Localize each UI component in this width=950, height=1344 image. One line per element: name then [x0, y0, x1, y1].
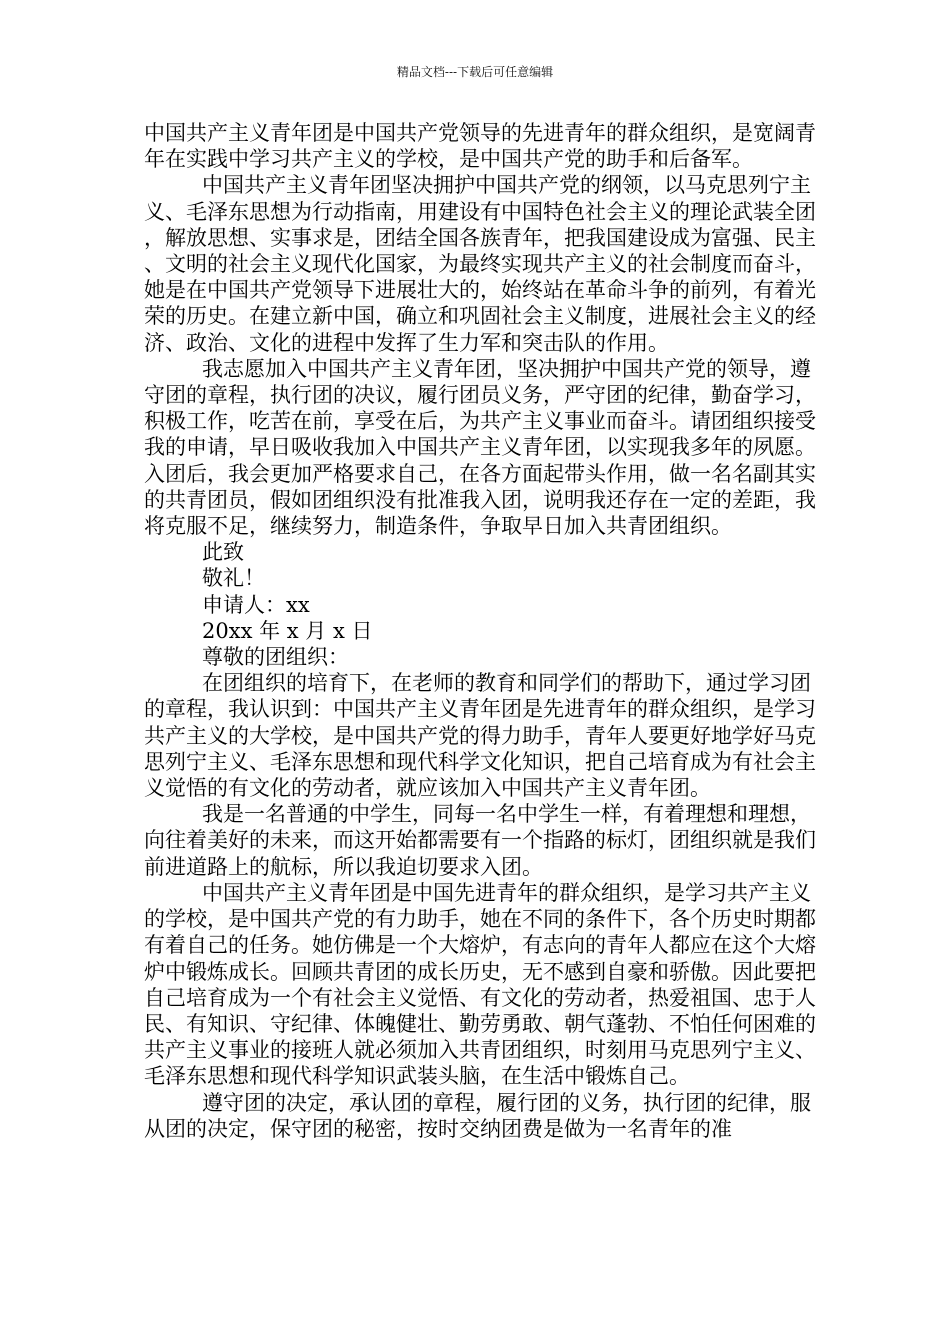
paragraph: 我志愿加入中国共产主义青年团，坚决拥护中国共产党的领导，遵守团的章程，执行团的决议，履行团员义务，严守团的纪律，勤奋学习，积极工作，吃苦在前，享受在后，为共产主义事业而奋斗。请团组织接受我的申请，早日吸收我加入中国共产主义青年团，以实现我多年的夙愿。入团后，我会更加严格要求自己，在各方面起带头作用，做一名名副其实的共青团员，假如团组织没有批准我入团，说明我还存在一定的差距，我将克服不足，继续努力，制造条件，争取早日加入共青团组织。	[144, 356, 816, 539]
applicant-line: 申请人：xx	[202, 592, 310, 617]
closing-greeting: 敬礼！	[202, 566, 265, 591]
paragraph: 中国共产主义青年团是中国共产党领导的先进青年的群众组织，是宽阔青年在实践中学习共产主义的学校，是中国共产党的助手和后备军。	[144, 121, 816, 172]
paragraph: 我是一名普通的中学生，同每一名中学生一样，有着理想和理想，向往着美好的未来，而这开始都需要有一个指路的标灯，团组织就是我们前进道路上的航标，所以我迫切要求入团。	[144, 802, 816, 879]
page-header: 精品文档---下载后可任意编辑	[396, 65, 554, 79]
closing-salutation: 此致	[202, 540, 244, 565]
paragraph: 中国共产主义青年团坚决拥护中国共产党的纲领，以马克思列宁主义、毛泽东思想为行动指南，用建设有中国特色社会主义的理论武装全团，解放思想、实事求是，团结全国各族青年，把我国建设成为富强、民主、文明的社会主义现代化国家，为最终实现共产主义的社会制度而奋斗，她是在中国共产党领导下进展壮大的，始终站在革命斗争的前列，有着光荣的历史。在建立新中国，确立和巩固社会主义制度，进展社会主义的经济、政治、文化的进程中发挥了生力军和突击队的作用。	[144, 173, 816, 355]
paragraph: 中国共产主义青年团是中国先进青年的群众组织，是学习共产主义的学校，是中国共产党的有力助手，她在不同的条件下，各个历史时期都有着自己的任务。她仿佛是一个大熔炉，有志向的青年人都应在这个大熔炉中锻炼成长。回顾共青团的成长历史，无不感到自豪和骄傲。因此要把自己培育成为一个有社会主义觉悟、有文化的劳动者，热爱祖国、忠于人民、有知识、守纪律、体魄健壮、勤劳勇敢、朝气蓬勃、不怕任何困难的共产主义事业的接班人就必须加入共青团组织，时刻用马克思列宁主义、毛泽东思想和现代科学知识武装头脑，在生活中锻炼自己。	[144, 880, 816, 1089]
date-line: 20xx 年 x 月 x 日	[202, 618, 373, 643]
paragraph: 遵守团的决定，承认团的章程，履行团的义务，执行团的纪律，服从团的决定，保守团的秘密，按时交纳团费是做为一名青年的准	[144, 1090, 811, 1141]
document-body	[144, 120, 826, 1142]
salutation: 尊敬的团组织：	[202, 645, 349, 670]
paragraph: 在团组织的培育下，在老师的教育和同学们的帮助下，通过学习团的章程，我认识到：中国共产主义青年团是先进青年的群众组织，是学习共产主义的大学校，是中国共产党的得力助手，青年人要更好地学好马克思列宁主义、毛泽东思想和现代科学文化知识，把自己培育成为有社会主义觉悟的有文化的劳动者，就应该加入中国共产主义青年团。	[144, 671, 816, 801]
